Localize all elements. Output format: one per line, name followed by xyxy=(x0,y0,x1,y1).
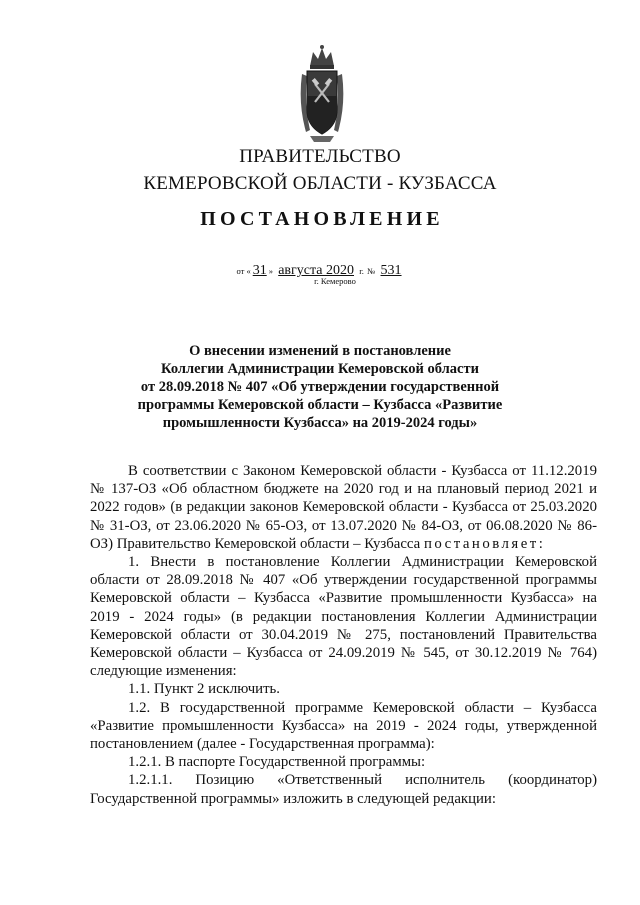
body-paragraph: 1.1. Пункт 2 исключить. xyxy=(128,681,280,698)
org-name-line1: ПРАВИТЕЛЬСТВО xyxy=(239,146,401,167)
heading-line: Коллегии Администрации Кемеровской области xyxy=(161,361,479,377)
document-body xyxy=(90,462,597,808)
date-day: 31 xyxy=(252,263,267,278)
coat-of-arms-emblem xyxy=(296,44,348,144)
decree-word: постановляет: xyxy=(423,535,546,552)
city-label: г. Кемерово xyxy=(314,276,356,286)
body-paragraph: 1.2.1. В паспорте Государственной программы: xyxy=(128,754,426,771)
date-mid: » xyxy=(268,266,273,276)
number-sign: № xyxy=(367,266,376,276)
heading-line: промышленности Кузбасса» на 2019-2024 годы» xyxy=(162,415,478,431)
body-paragraph: 1. Внести в постановление Коллегии Администрации Кемеровской области от 28.09.2018 № 407 «Об утверждении государственной программы Кемеровской области – Кузбасса «Развитие промышленности Кузбасса» на 2019 - 2024 годы» (в редакции постановления Коллегии Администрации Кемеровской области от 30.04.2019 № 275, постановлений Правительства Кемеровской области – Кузбасса от 24.09.2019 № 545, от 30.12.2019 № 764) следующие изменения: xyxy=(90,554,597,680)
date-prefix: от « xyxy=(236,266,251,276)
preamble-text: В соответствии с Законом Кемеровской области - Кузбасса от 11.12.2019 № 137-ОЗ «Об областном бюджете на 2020 год и на плановый период 2021 и 2022 годов» (в редакции законов Кемеровской области - Кузбасса от 25.03.2020 № 31-ОЗ, от 23.06.2020 № 65-ОЗ, от 13.07.2020 № 84-ОЗ, от 06.08.2020 № 86-ОЗ) Правительство Кемеровской области – Кузбасса xyxy=(90,463,597,552)
heading-line: программы Кемеровской области – Кузбасса «Развитие xyxy=(137,397,503,413)
heading-line: от 28.09.2018 № 407 «Об утверждении государственной xyxy=(140,379,500,395)
body-paragraph: 1.2.1.1. Позицию «Ответственный исполнитель (координатор) Государственной программы» изложить в следующей редакции: xyxy=(90,772,597,807)
document-number: 531 xyxy=(380,263,402,278)
date-month-year: августа 2020 xyxy=(278,263,354,278)
org-name-line2: КЕМЕРОВСКОЙ ОБЛАСТИ - КУЗБАССА xyxy=(143,173,497,194)
body-paragraph xyxy=(90,462,597,553)
resolution-heading xyxy=(90,342,550,432)
date-suffix: г. xyxy=(359,266,364,276)
heading-line: О внесении изменений в постановление xyxy=(189,343,451,359)
document-type-title: ПОСТАНОВЛЕНИЕ xyxy=(200,208,444,230)
body-paragraph: 1.2. В государственной программе Кемеровской области – Кузбасса «Развитие промышленности Кузбасса» на 2019 - 2024 годы, утвержденной постановлением (далее - Государственная программа): xyxy=(90,699,597,753)
